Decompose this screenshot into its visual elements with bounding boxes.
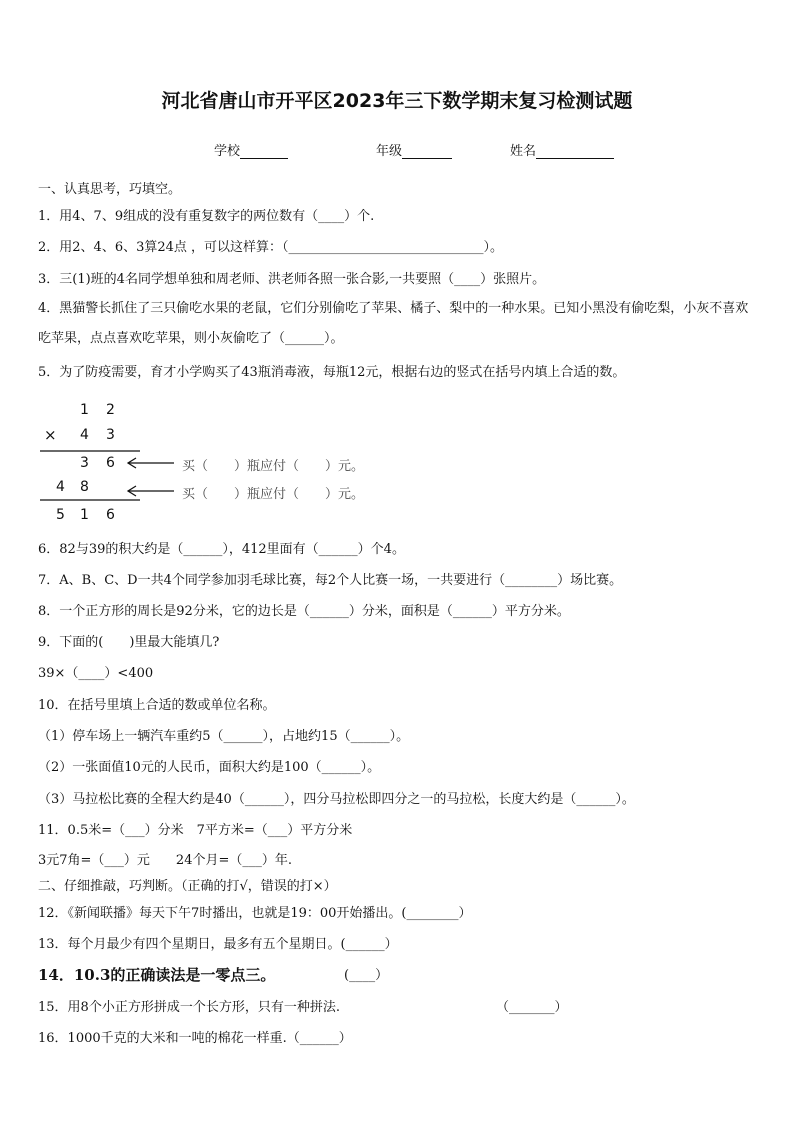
section-2-heading: 二、仔细推敲，巧判断。（正确的打√，错误的打×） — [38, 879, 337, 894]
question-3: 3．三(1)班的4名同学想单独和周老师、洪老师各照一张合影,一共要照（____）张照片。 — [38, 272, 546, 287]
question-16: 16．1000千克的大米和一吨的棉花一样重.（______） — [38, 1031, 352, 1046]
calc-annotation-1: 买（ ）瓶应付（ ）元。 — [182, 459, 365, 474]
question-10: 10．在括号里填上合适的数或单位名称。 — [38, 698, 276, 713]
question-5: 5．为了防疫需要，育才小学购买了43瓶消毒液，每瓶12元，根据右边的竖式在括号内填上合适的数。 — [38, 365, 626, 380]
calc-digit: 1 — [80, 402, 89, 418]
grade-field — [376, 140, 452, 159]
question-11-line-2: 3元7角=（___）元 24个月=（___）年. — [38, 853, 293, 868]
grade-label: 年级 — [376, 144, 403, 159]
page-title: 河北省唐山市开平区2023年三下数学期末复习检测试题 — [161, 90, 633, 112]
question-9: 9．下面的( )里最大能填几? — [38, 635, 220, 650]
calc-digit: 6 — [106, 455, 115, 471]
question-10-part-2: （2）一张面值10元的人民币，面积大约是100（______）。 — [38, 760, 381, 775]
calc-digit: 4 — [56, 479, 65, 495]
multiply-sign: × — [44, 426, 57, 444]
section-1-heading: 一、认真思考，巧填空。 — [38, 182, 182, 197]
question-4: 4．黑猫警长抓住了三只偷吃水果的老鼠，它们分别偷吃了苹果、橘子、梨中的一种水果。已知小黑没有偷吃梨，小灰不喜欢吃苹果，点点喜欢吃苹果，则小灰偷吃了（______）。 — [38, 301, 749, 346]
vertical-multiplication — [34, 396, 374, 536]
name-label: 姓名 — [510, 144, 537, 159]
question-15-answer: （_______） — [496, 1000, 568, 1015]
question-9-expression: 39×（____）<400 — [38, 666, 154, 681]
school-blank[interactable] — [240, 144, 288, 159]
name-blank[interactable] — [536, 144, 614, 159]
question-8: 8．一个正方形的周长是92分米，它的边长是（______）分米，面积是（______）平方分米。 — [38, 604, 570, 619]
grade-blank[interactable] — [402, 144, 452, 159]
question-6: 6．82与39的积大约是（______），412里面有（______）个4。 — [38, 542, 405, 557]
question-10-part-1: （1）停车场上一辆汽车重约5（______），占地约15（______）。 — [38, 729, 410, 744]
name-field — [510, 140, 614, 159]
school-label: 学校 — [214, 144, 241, 159]
question-15: 15．用8个小正方形拼成一个长方形，只有一种拼法. — [38, 1000, 340, 1015]
question-12: 12．《新闻联播》每天下午7时播出，也就是19：00开始播出。(________） — [38, 906, 472, 921]
calc-digit: 2 — [106, 402, 115, 418]
school-field — [214, 140, 288, 159]
calc-digit: 5 — [56, 507, 65, 523]
question-1: 1．用4、7、9组成的没有重复数字的两位数有（____）个. — [38, 209, 375, 224]
calc-annotation-2: 买（ ）瓶应付（ ）元。 — [182, 487, 365, 502]
calc-digit: 1 — [80, 507, 89, 523]
question-14 — [38, 966, 275, 986]
calc-digit: 4 — [80, 427, 89, 443]
question-2: 2．用2、4、6、3算24点 ，可以这样算：（______________________________）。 — [38, 240, 504, 255]
question-10-part-3: （3）马拉松比赛的全程大约是40（______），四分马拉松即四分之一的马拉松，长度大约是（______）。 — [38, 792, 635, 807]
calc-digit: 3 — [106, 427, 115, 443]
calc-digit: 8 — [80, 479, 89, 495]
question-11: 11．0.5米=（___）分米 7平方米=（___）平方分米 — [38, 823, 353, 838]
calc-digit: 3 — [80, 455, 89, 471]
question-7: 7．A、B、C、D一共4个同学参加羽毛球比赛，每2个人比赛一场，一共要进行（________）场比赛。 — [38, 573, 623, 588]
question-14-answer: (____） — [344, 968, 389, 983]
question-13: 13．每个月最少有四个星期日，最多有五个星期日。(______） — [38, 937, 398, 952]
calc-digit: 6 — [106, 507, 115, 523]
question-14-text: 14．10.3的正确读法是一零点三。 — [38, 966, 276, 984]
